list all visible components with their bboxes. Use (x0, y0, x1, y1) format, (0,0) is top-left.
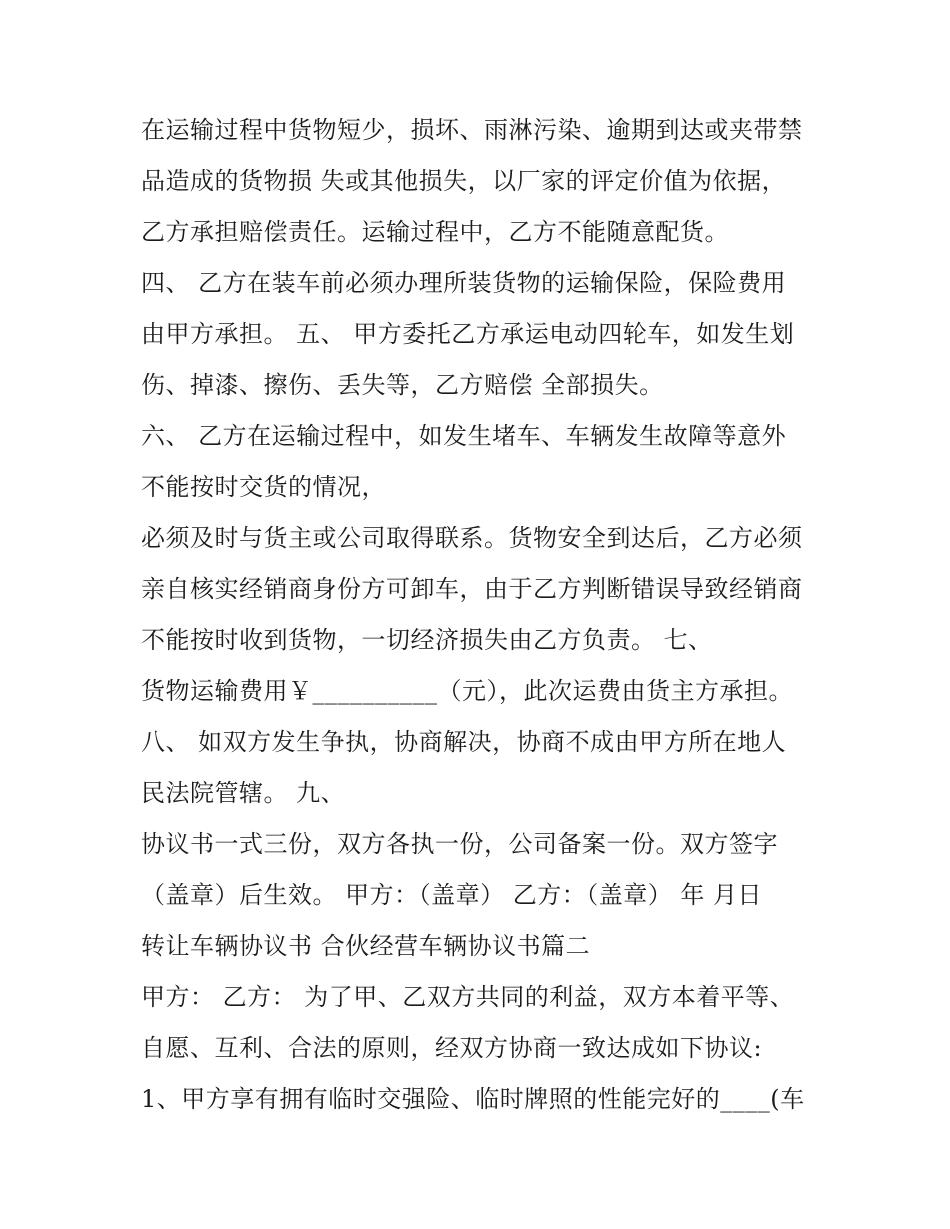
text-line: 伤、掉漆、擦伤、丢失等，乙方赔偿 全部损失。 (141, 371, 664, 399)
text-line: 民法院管辖。 九、 (141, 779, 346, 807)
text-line: 亲自核实经销商身份方可卸车，由于乙方判断错误导致经销商 (141, 575, 803, 603)
text-line: 四、 乙方在装车前必须办理所装货物的运输保险，保险费用 (141, 269, 787, 297)
section-heading: 转让车辆协议书 合伙经营车辆协议书篇二 (141, 932, 591, 960)
text-line: 协议书一式三份，双方各执一份，公司备案一份。双方签字 (141, 830, 778, 858)
text-line: 不能按时收到货物，一切经济损失由乙方负责。 七、 (141, 626, 713, 654)
text-line: 品造成的货物损 失或其他损失，以厂家的评定价值为依据， (141, 167, 787, 195)
text-line: 货物运输费用￥__________（元），此次运费由货主方承担。 (141, 677, 793, 705)
text-line: 1、甲方享有拥有临时交强险、临时牌照的性能完好的____(车 (141, 1085, 805, 1113)
text-line: 乙方承担赔偿责任。运输过程中，乙方不能随意配货。 (141, 218, 729, 246)
text-line: 八、 如双方发生争执，协商解决，协商不成由甲方所在地人 (141, 728, 787, 756)
text-line: 必须及时与货主或公司取得联系。货物安全到达后，乙方必须 (141, 524, 803, 552)
text-line: 在运输过程中货物短少，损坏、雨淋污染、逾期到达或夹带禁 (141, 116, 803, 144)
document-body (141, 105, 821, 1125)
text-line: （盖章）后生效。 甲方：（盖章） 乙方：（盖章） 年 月日 (141, 881, 763, 909)
text-line: 自愿、互利、合法的原则，经双方协商一致达成如下协议: (141, 1034, 763, 1062)
text-line: 不能按时交货的情况， (141, 473, 386, 501)
text-line: 甲方： 乙方： 为了甲、乙双方共同的利益，双方本着平等、 (141, 983, 795, 1011)
text-line: 由甲方承担。 五、 甲方委托乙方承运电动四轮车，如发生划 (141, 320, 795, 348)
text-line: 六、 乙方在运输过程中，如发生堵车、车辆发生故障等意外 (141, 422, 787, 450)
